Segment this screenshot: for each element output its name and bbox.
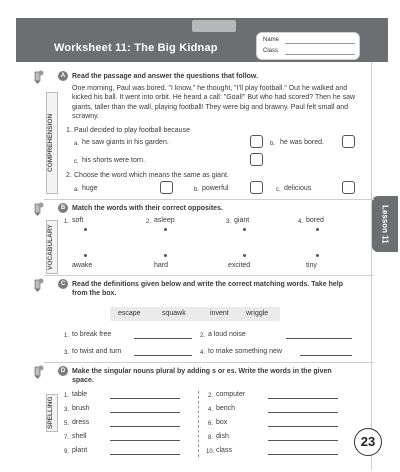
q2-a-checkbox[interactable] [160,181,173,194]
section-divider-c [44,362,374,363]
vocab-3-num: 3. [226,219,232,225]
vocabulary-label: VOCABULARY [46,220,58,274]
q2-c-text: delicious [284,185,312,192]
section-d-instruction: Make the singular nouns plural by adding s or es. Write the words in the given space. [72,368,332,384]
singular-noun: bench [216,405,236,412]
q1-text: Paul decided to play football because [74,127,190,134]
answer-line[interactable] [268,412,338,413]
section-b-badge: B [58,203,68,213]
answer-line[interactable] [134,355,192,356]
spelling-label: SPELLING [46,394,58,432]
match-dot[interactable] [316,228,319,231]
vocab-bottom-word: awake [72,262,93,269]
publisher-logo [192,20,236,32]
vocab-4-num: 4. [298,219,304,225]
def-4-num: 4. [200,350,206,356]
column-divider [198,391,199,457]
vocab-2-num: 2. [146,219,152,225]
q1-b-text: he was bored. [280,139,324,146]
vocab-bottom-word: hard [154,262,169,269]
section-c-instruction: Read the definitions given below and write the correct matching words. Take help from the box. [72,281,343,297]
match-dot[interactable] [84,228,87,231]
q1-a-checkbox[interactable] [250,135,263,148]
q2-b-text: powerful [202,185,229,192]
match-dot[interactable] [243,228,246,231]
q1-a-letter: a. [74,141,80,147]
q2-c-checkbox[interactable] [342,181,355,194]
answer-line[interactable] [110,440,180,441]
answer-line[interactable] [110,398,180,399]
def-1-num: 1. [64,333,70,339]
definition-text: to break free [72,331,112,338]
plural-num: 3. [64,407,70,413]
answer-line[interactable] [110,426,180,427]
pencil-icon [32,365,44,379]
plural-num: 2. [208,393,214,399]
vocab-top-word: giant [234,217,250,224]
def-2-num: 2. [200,333,206,339]
singular-noun: class [216,447,232,454]
q1-a-text: he saw giants in his garden. [82,139,169,146]
class-line[interactable] [285,54,355,55]
vocab-top-word: soft [72,217,84,224]
vocab-bottom-word: excited [228,262,251,269]
answer-line[interactable] [134,338,192,339]
q2-c-letter: c. [276,187,281,193]
reading-passage: One morning, Paul was bored. "I know," he thought, "I'll play football." Out he walked and kicked his ball. It went into orbit. He heard a call: "Goal!" But who had scored? Then he saw giants, taller than the wall, playing football! They were big and brawny. Paul felt small and scrawny. [72,85,356,120]
answer-line[interactable] [268,426,338,427]
singular-noun: brush [72,405,90,412]
q1-c-letter: c. [74,159,79,165]
q2-b-checkbox[interactable] [250,181,263,194]
q2-b-letter: b. [194,187,200,193]
match-dot[interactable] [243,254,246,257]
section-divider-a [44,199,374,200]
definition-text: a loud noise [208,331,246,338]
match-dot[interactable] [164,254,167,257]
class-label: Class [263,48,279,54]
singular-noun: computer [216,391,246,398]
answer-line[interactable] [268,454,338,455]
answer-line[interactable] [300,355,352,356]
pencil-icon [32,70,44,84]
word-box-item: squawk [162,310,186,317]
comprehension-label: COMPREHENSION [46,92,58,194]
word-box-item: invent [210,310,229,317]
plural-num: 6. [208,421,214,427]
plural-num: 1. [64,393,70,399]
vocab-1-num: 1. [64,219,70,225]
definition-text: to twist and turn [72,348,122,355]
q2-a-letter: a. [74,187,80,193]
name-line[interactable] [285,43,355,44]
word-box-item: escape [118,310,141,317]
q1-c-checkbox[interactable] [250,153,263,166]
section-divider-b [44,275,374,276]
lesson-label: Lesson 11 [380,204,390,244]
lesson-tab [372,196,398,252]
word-box-item: wriggle [246,310,269,317]
plural-num: 8. [208,435,214,441]
section-a-instruction: Read the passage and answer the questions that follow. [72,73,259,80]
plural-num: 9. [64,449,70,455]
match-dot[interactable] [164,228,167,231]
section-a-badge: A [58,71,68,81]
q1-b-letter: b. [270,141,276,147]
name-label: Name [263,37,280,43]
definition-text: to make something new [208,348,282,355]
q1-b-checkbox[interactable] [342,135,355,148]
vocab-bottom-word: tiny [306,262,317,269]
answer-line[interactable] [268,398,338,399]
answer-line[interactable] [110,454,180,455]
q2-a-text: huge [82,185,98,192]
section-c-badge: C [58,279,68,289]
worksheet-title: Worksheet 11: The Big Kidnap [54,42,218,54]
plural-num: 10. [206,449,215,455]
vocab-top-word: asleep [154,217,175,224]
plural-num: 7. [64,435,70,441]
page-frame [16,62,372,470]
match-dot[interactable] [316,254,319,257]
plural-num: 5. [64,421,70,427]
section-b-instruction: Match the words with their correct opposites. [72,205,223,212]
answer-line[interactable] [268,440,338,441]
q1-c-text: his shorts were torn. [82,157,146,164]
q2-number: 2. [66,172,72,179]
answer-line[interactable] [110,412,180,413]
singular-noun: dish [216,433,229,440]
match-dot[interactable] [84,254,87,257]
plural-num: 4. [208,407,214,413]
singular-noun: shell [72,433,87,440]
def-3-num: 3. [64,350,70,356]
page-number: 23 [354,428,382,456]
pencil-icon [32,202,44,216]
name-class-box [256,32,360,60]
vocab-top-word: bored [306,217,324,224]
singular-noun: dress [72,419,90,426]
word-box [110,307,280,321]
answer-line[interactable] [286,338,352,339]
singular-noun: box [216,419,228,426]
section-d-badge: D [58,366,68,376]
q2-text: Choose the word which means the same as giant. [74,172,229,179]
singular-noun: plant [72,447,88,454]
singular-noun: table [72,391,88,398]
pencil-icon [32,278,44,292]
q1-number: 1. [66,127,72,134]
